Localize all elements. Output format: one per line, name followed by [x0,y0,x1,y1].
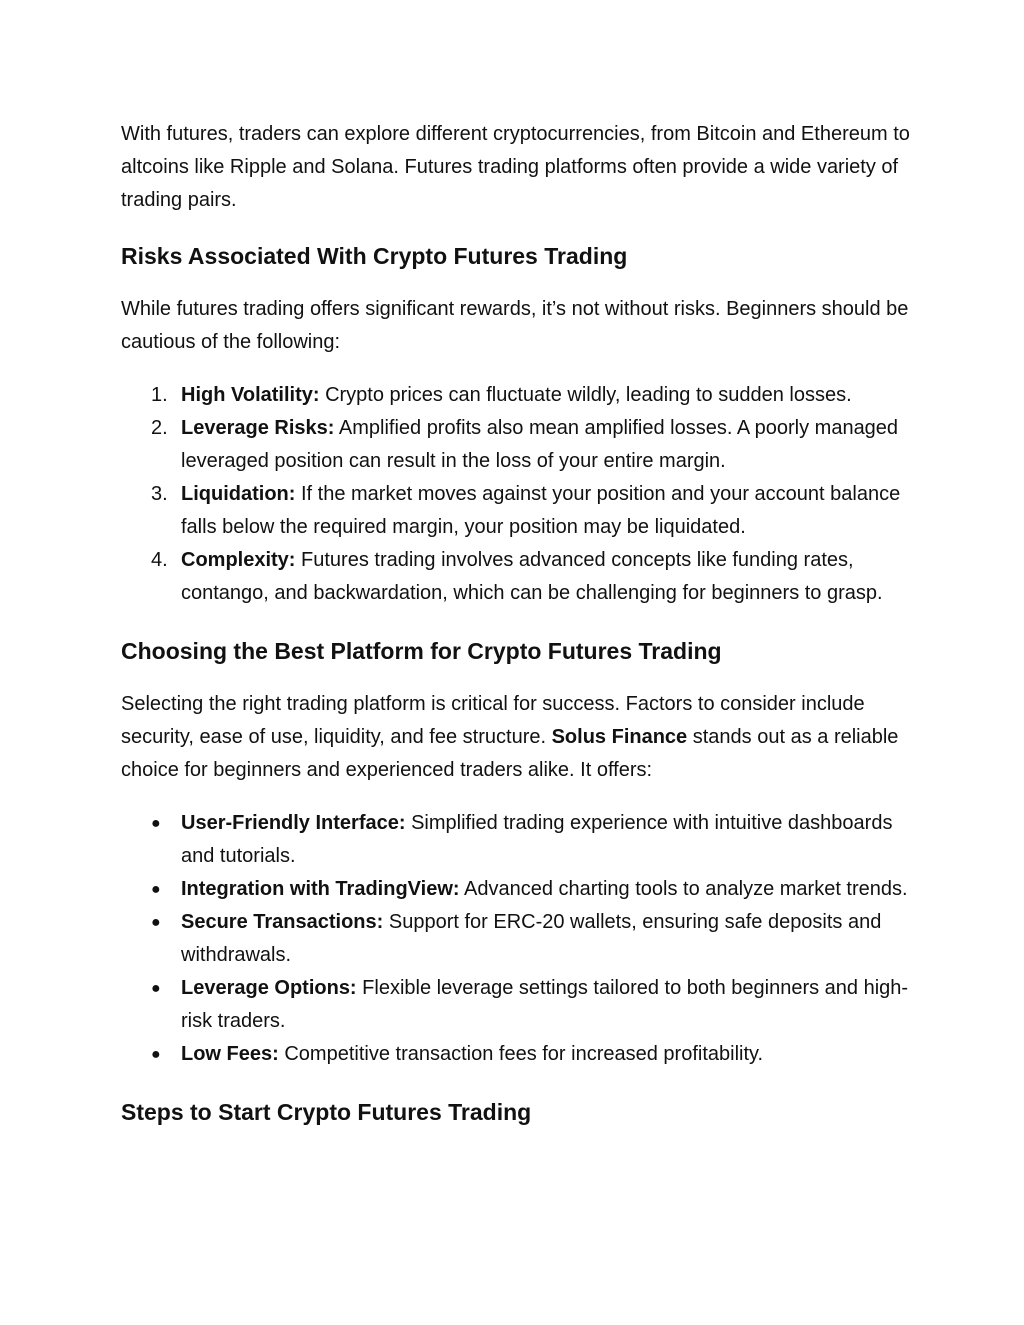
list-number: 4. [151,549,168,571]
risks-heading: Risks Associated With Crypto Futures Trading [121,243,628,269]
steps-heading: Steps to Start Crypto Futures Trading [121,1099,532,1125]
list-item [121,972,911,1038]
intro-paragraph: With futures, traders can explore different cryptocurrencies, from Bitcoin and Ethereum to altcoins like Ripple and Solana. Futures trading platforms often provide a wide variety of trading pairs. [121,123,910,211]
document-page [121,118,911,1127]
list-item [121,412,911,478]
list-item-term: Complexity: [181,549,296,571]
list-item-text: Advanced charting tools to analyze market trends. [459,878,908,900]
list-item [121,807,911,873]
bullet-icon: ● [151,815,161,832]
list-item-text: Futures trading involves advanced concepts like funding rates, contango, and backwardation, which can be challenging for beginners to grasp. [181,549,883,604]
list-item [121,873,911,906]
platform-intro-before: Selecting the right trading platform is critical for success. Factors to consider include security, ease of use, liquidity, and fee structure. [121,693,865,748]
list-item-term: High Volatility: [181,384,320,406]
list-item [121,379,911,412]
bullet-icon: ● [151,881,161,898]
bullet-icon: ● [151,980,161,997]
platform-heading: Choosing the Best Platform for Crypto Futures Trading [121,638,722,664]
list-item-term: Low Fees: [181,1043,279,1065]
list-item-term: User-Friendly Interface: [181,812,406,834]
list-item [121,544,911,610]
platform-intro-after: stands out as a reliable choice for beginners and experienced traders alike. It offers: [121,726,899,781]
list-item-text: Amplified profits also mean amplified losses. A poorly managed leveraged position can result in the loss of your entire margin. [181,417,899,472]
list-number: 3. [151,483,168,505]
list-item-term: Liquidation: [181,483,296,505]
list-item-term: Secure Transactions: [181,911,384,933]
list-item [121,906,911,972]
risks-intro-paragraph: While futures trading offers significant rewards, it’s not without risks. Beginners should be cautious of the following: [121,298,909,353]
list-item-term: Leverage Options: [181,977,357,999]
list-item [121,1038,911,1071]
bullet-icon: ● [151,1046,161,1063]
list-item-text: If the market moves against your position and your account balance falls below the required margin, your position may be liquidated. [181,483,901,538]
list-item-text: Flexible leverage settings tailored to both beginners and high-risk traders. [181,977,909,1032]
list-item-text: Crypto prices can fluctuate wildly, leading to sudden losses. [319,384,852,406]
bullet-icon: ● [151,914,161,931]
list-item-text: Simplified trading experience with intuitive dashboards and tutorials. [181,812,893,867]
platform-features-list [121,807,911,1071]
list-item-term: Integration with TradingView: [181,878,460,900]
list-item-term: Leverage Risks: [181,417,335,439]
brand-name: Solus Finance [551,726,688,748]
list-item-text: Support for ERC-20 wallets, ensuring safe deposits and withdrawals. [181,911,882,966]
risks-list [121,379,911,610]
list-item [121,478,911,544]
platform-intro-paragraph [121,688,911,787]
list-number: 2. [151,417,168,439]
list-item-text: Competitive transaction fees for increased profitability. [278,1043,764,1065]
list-number: 1. [151,384,168,406]
